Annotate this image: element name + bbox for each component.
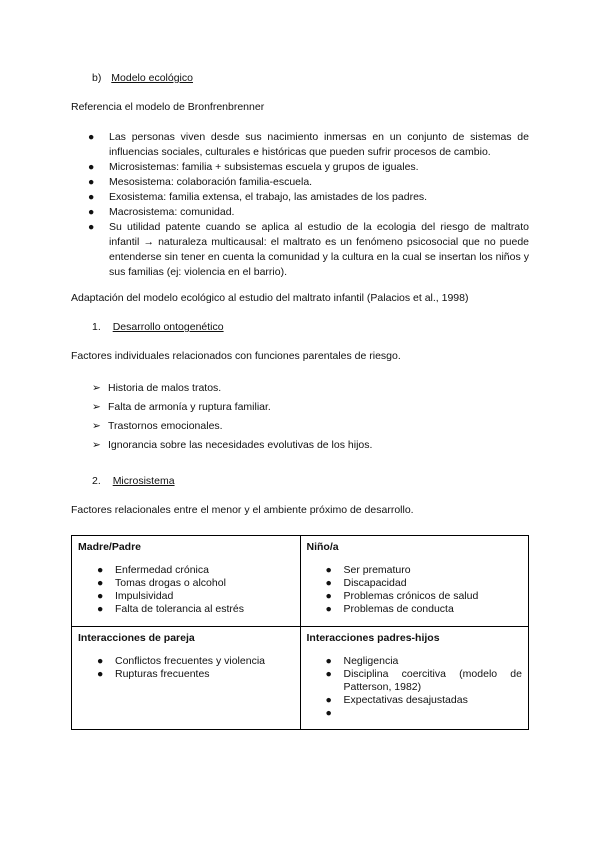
list-item: ➢ Historia de malos tratos. <box>92 379 372 398</box>
section-2-heading <box>92 475 175 487</box>
reference-text: Referencia el modelo de Bronfrenbrenner <box>71 101 265 113</box>
list-item: ● Mesosistema: colaboración familia-escuela. <box>88 176 313 188</box>
list-item: ➢ Falta de armonía y ruptura familiar. <box>92 398 372 417</box>
list-item: ● Impulsividad <box>97 590 174 602</box>
bullet-icon: ● <box>325 577 332 589</box>
factors-table <box>71 535 529 730</box>
list-item: ● Rupturas frecuentes <box>97 668 210 680</box>
list-item: ● Conflictos frecuentes y violencia <box>97 655 265 667</box>
list-item: ● Enfermedad crónica <box>97 564 209 576</box>
cell-header: Madre/Padre <box>78 541 142 553</box>
list-item: ● Falta de tolerancia al estrés <box>97 603 244 615</box>
arrow-bullet-icon: ➢ <box>92 439 101 451</box>
list-item: ● Su utilidad patente cuando se aplica al estudio de la ecologia del riesgo de maltrato infantil → naturaleza multicausal: el maltrato es un fenómeno psicosocial que no puede entenderse sin tener en cuenta la comunidad y la cultura en la cual se insertan los niños y sus familias (ej: violencia en el barrio). <box>88 221 529 278</box>
table-cell-parent-child <box>300 627 529 730</box>
bullet-icon: ● <box>88 176 95 188</box>
list-item: ➢ Trastornos emocionales. <box>92 417 372 436</box>
cell-header: Interacciones de pareja <box>78 632 195 644</box>
section-b-marker: b) <box>92 72 102 84</box>
cell-list <box>78 655 294 681</box>
bullet-icon: ● <box>325 668 332 680</box>
list-item: ➢ Ignorancia sobre las necesidades evolutivas de los hijos. <box>92 436 372 455</box>
bullet-icon: ● <box>325 590 332 602</box>
section-b-heading <box>92 72 193 84</box>
bullet-icon: ● <box>88 191 95 203</box>
arrow-bullet-icon: ➢ <box>92 382 101 394</box>
section-2-title: Microsistema <box>112 475 175 487</box>
cell-header: Niño/a <box>306 541 339 553</box>
cell-header: Interacciones padres-hijos <box>306 632 440 644</box>
list-item: ● Disciplina coercitiva (modelo de Patterson, 1982) <box>325 668 522 693</box>
section-b-title: Modelo ecológico <box>111 72 193 84</box>
cell-list <box>307 564 523 616</box>
bullet-list <box>71 130 529 280</box>
bullet-icon: ● <box>325 707 332 719</box>
arrow-bullet-icon: ➢ <box>92 401 101 413</box>
section-1-marker: 1. <box>92 321 101 333</box>
bullet-icon: ● <box>325 655 332 667</box>
section-1-title: Desarrollo ontogenético <box>112 321 224 333</box>
cell-list <box>78 564 294 616</box>
bullet-icon: ● <box>97 564 104 576</box>
bullet-icon: ● <box>97 655 104 667</box>
cell-list <box>307 655 523 719</box>
list-item: ● Microsistemas: familia + subsistemas escuela y grupos de iguales. <box>88 161 419 173</box>
bullet-icon: ● <box>325 603 332 615</box>
table-cell-parent <box>72 536 301 627</box>
list-item: ● Negligencia <box>325 655 399 667</box>
bullet-icon: ● <box>97 668 104 680</box>
list-item: ● Exosistema: familia extensa, el trabajo, las amistades de los padres. <box>88 191 428 203</box>
list-item: ● Las personas viven desde sus nacimiento inmersas en un conjunto de sistemas de influencias sociales, culturales e históricas que pueden sufrir procesos de cambio. <box>88 131 529 158</box>
bullet-icon: ● <box>97 603 104 615</box>
bullet-icon: ● <box>325 694 332 706</box>
table-cell-couple <box>72 627 301 730</box>
list-item: ● Ser prematuro <box>325 564 411 576</box>
table-row <box>72 627 529 730</box>
bullet-icon: ● <box>97 577 104 589</box>
adaptation-text: Adaptación del modelo ecológico al estudio del maltrato infantil (Palacios et al., 1998) <box>71 292 469 304</box>
section-1-heading <box>92 321 224 333</box>
arrow-bullet-icon: ➢ <box>92 420 101 432</box>
list-item: ● Macrosistema: comunidad. <box>88 206 235 218</box>
bullet-icon: ● <box>325 564 332 576</box>
bullet-icon: ● <box>88 206 95 218</box>
list-item: ● Discapacidad <box>325 577 407 589</box>
relational-factors-text: Factores relacionales entre el menor y el ambiente próximo de desarrollo. <box>71 504 414 516</box>
table-cell-child <box>300 536 529 627</box>
bullet-icon: ● <box>88 131 95 143</box>
list-item: ● Problemas de conducta <box>325 603 454 615</box>
arrow-list <box>92 379 372 455</box>
bullet-icon: ● <box>97 590 104 602</box>
table-row <box>72 536 529 627</box>
bullet-icon: ● <box>88 161 95 173</box>
list-item: ● Expectativas desajustadas <box>325 694 468 706</box>
individual-factors-text: Factores individuales relacionados con funciones parentales de riesgo. <box>71 350 401 362</box>
list-item: ● Problemas crónicos de salud <box>325 590 479 602</box>
bullet-icon: ● <box>88 221 95 233</box>
list-item: ● Tomas drogas o alcohol <box>97 577 226 589</box>
section-2-marker: 2. <box>92 475 101 487</box>
